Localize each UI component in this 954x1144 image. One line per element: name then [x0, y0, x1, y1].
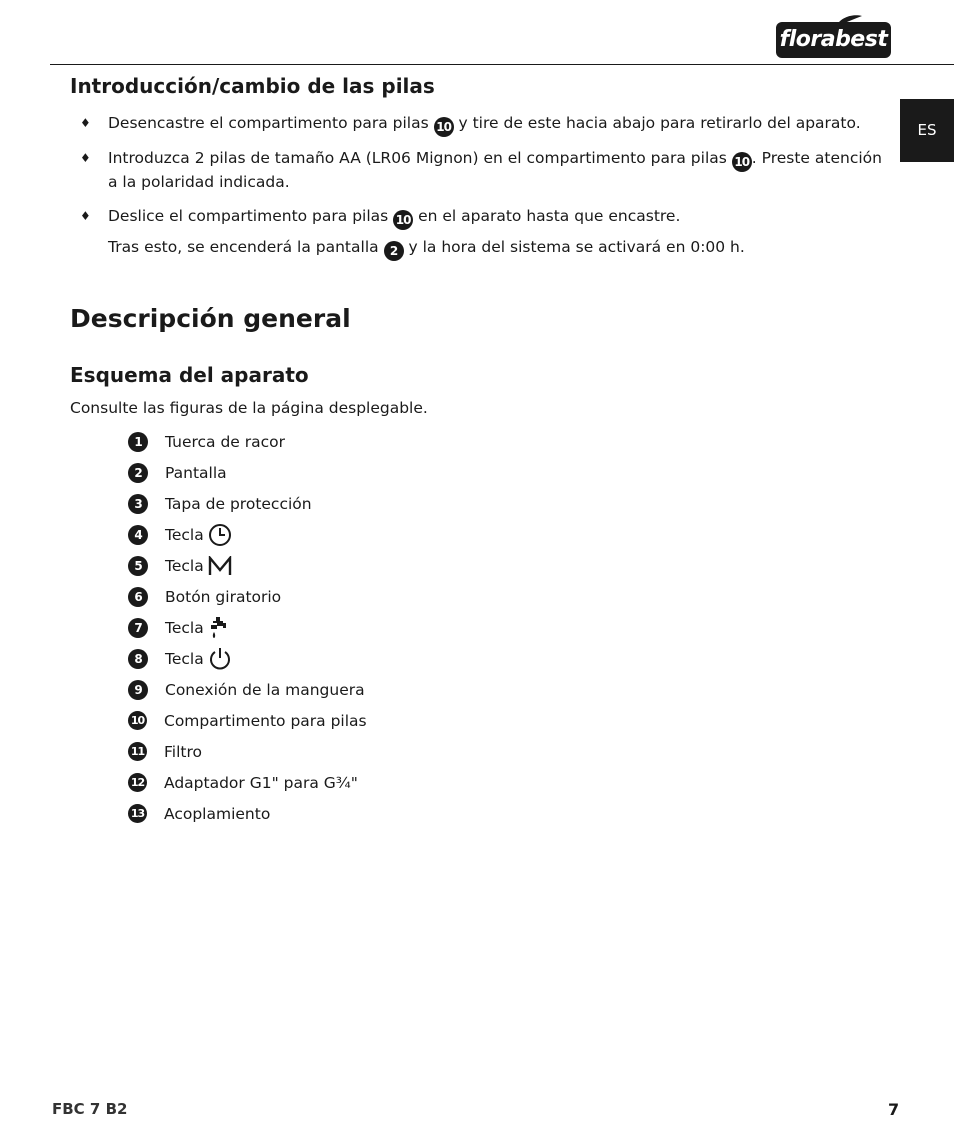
list-item	[128, 519, 367, 550]
ref-badge: 2	[384, 241, 404, 261]
part-number-badge: 8	[128, 649, 148, 669]
part-number-badge: 4	[128, 525, 148, 545]
part-number-badge: 5	[128, 556, 148, 576]
section-title-batteries: Introducción/cambio de las pilas	[70, 74, 435, 98]
bullet-icon: ♦	[80, 116, 91, 130]
part-number-badge: 1	[128, 432, 148, 452]
part-label: Tuerca de racor	[165, 432, 286, 451]
part-number-badge: 11	[128, 742, 147, 761]
part-label: Filtro	[164, 742, 202, 761]
part-label: Tecla	[165, 649, 204, 668]
part-number-badge: 10	[128, 711, 147, 730]
part-label: Tecla	[165, 618, 204, 637]
leaf-icon	[834, 14, 864, 28]
list-item	[128, 736, 367, 767]
list-item	[128, 457, 367, 488]
list-item	[128, 550, 367, 581]
part-label: Tecla	[165, 525, 204, 544]
list-item	[128, 674, 367, 705]
list-item	[128, 488, 367, 519]
brand-name: florabest	[779, 27, 888, 52]
ref-badge: 10	[393, 210, 413, 230]
water-tap-icon	[208, 616, 230, 640]
power-icon	[208, 647, 232, 671]
footer-model: FBC 7 B2	[52, 1100, 128, 1118]
ref-badge: 10	[434, 117, 454, 137]
part-label: Botón giratorio	[165, 587, 282, 606]
subsection-title-diagram: Esquema del aparato	[70, 363, 309, 387]
list-item: Desencastre el compartimento para pilas 10 y tire de este hacia abajo para retirarlo del aparato.	[108, 111, 861, 137]
part-label: Compartimento para pilas	[164, 711, 367, 730]
list-item	[128, 798, 367, 829]
page-number: 7	[888, 1100, 900, 1119]
part-label: Tapa de protección	[165, 494, 312, 513]
list-item	[128, 767, 367, 798]
intro-paragraph: Consulte las figuras de la página desplegable.	[70, 399, 428, 417]
part-label: Tecla	[165, 556, 204, 575]
part-number-badge: 12	[128, 773, 147, 792]
part-number-badge: 13	[128, 804, 147, 823]
list-item	[128, 581, 367, 612]
part-number-badge: 7	[128, 618, 148, 638]
note-paragraph: Tras esto, se encenderá la pantalla 2 y la hora del sistema se activará en 0:00 h.	[108, 235, 745, 261]
ref-badge: 10	[732, 152, 752, 172]
header-rule	[50, 64, 954, 65]
part-number-badge: 3	[128, 494, 148, 514]
part-label: Adaptador G1" para G¾"	[164, 773, 358, 792]
list-item	[128, 643, 367, 674]
section-title-overview: Descripción general	[70, 304, 351, 333]
part-label: Conexión de la manguera	[165, 680, 365, 699]
part-number-badge: 9	[128, 680, 148, 700]
list-item: Introduzca 2 pilas de tamaño AA (LR06 Mignon) en el compartimento para pilas 10 . Preste atención	[108, 146, 882, 172]
list-item	[128, 612, 367, 643]
list-item	[128, 705, 367, 736]
list-item: Deslice el compartimento para pilas 10 en el aparato hasta que encastre.	[108, 204, 680, 230]
language-tab: ES	[900, 99, 954, 162]
list-item-continuation: a la polaridad indicada.	[108, 173, 290, 191]
list-item	[128, 426, 367, 457]
parts-list	[128, 426, 367, 829]
clock-icon	[208, 523, 232, 547]
bullet-icon: ♦	[80, 151, 91, 165]
m-letter-icon	[208, 556, 232, 576]
florabest-logo	[776, 22, 891, 58]
part-number-badge: 2	[128, 463, 148, 483]
part-label: Pantalla	[165, 463, 227, 482]
part-number-badge: 6	[128, 587, 148, 607]
part-label: Acoplamiento	[164, 804, 271, 823]
bullet-icon: ♦	[80, 209, 91, 223]
